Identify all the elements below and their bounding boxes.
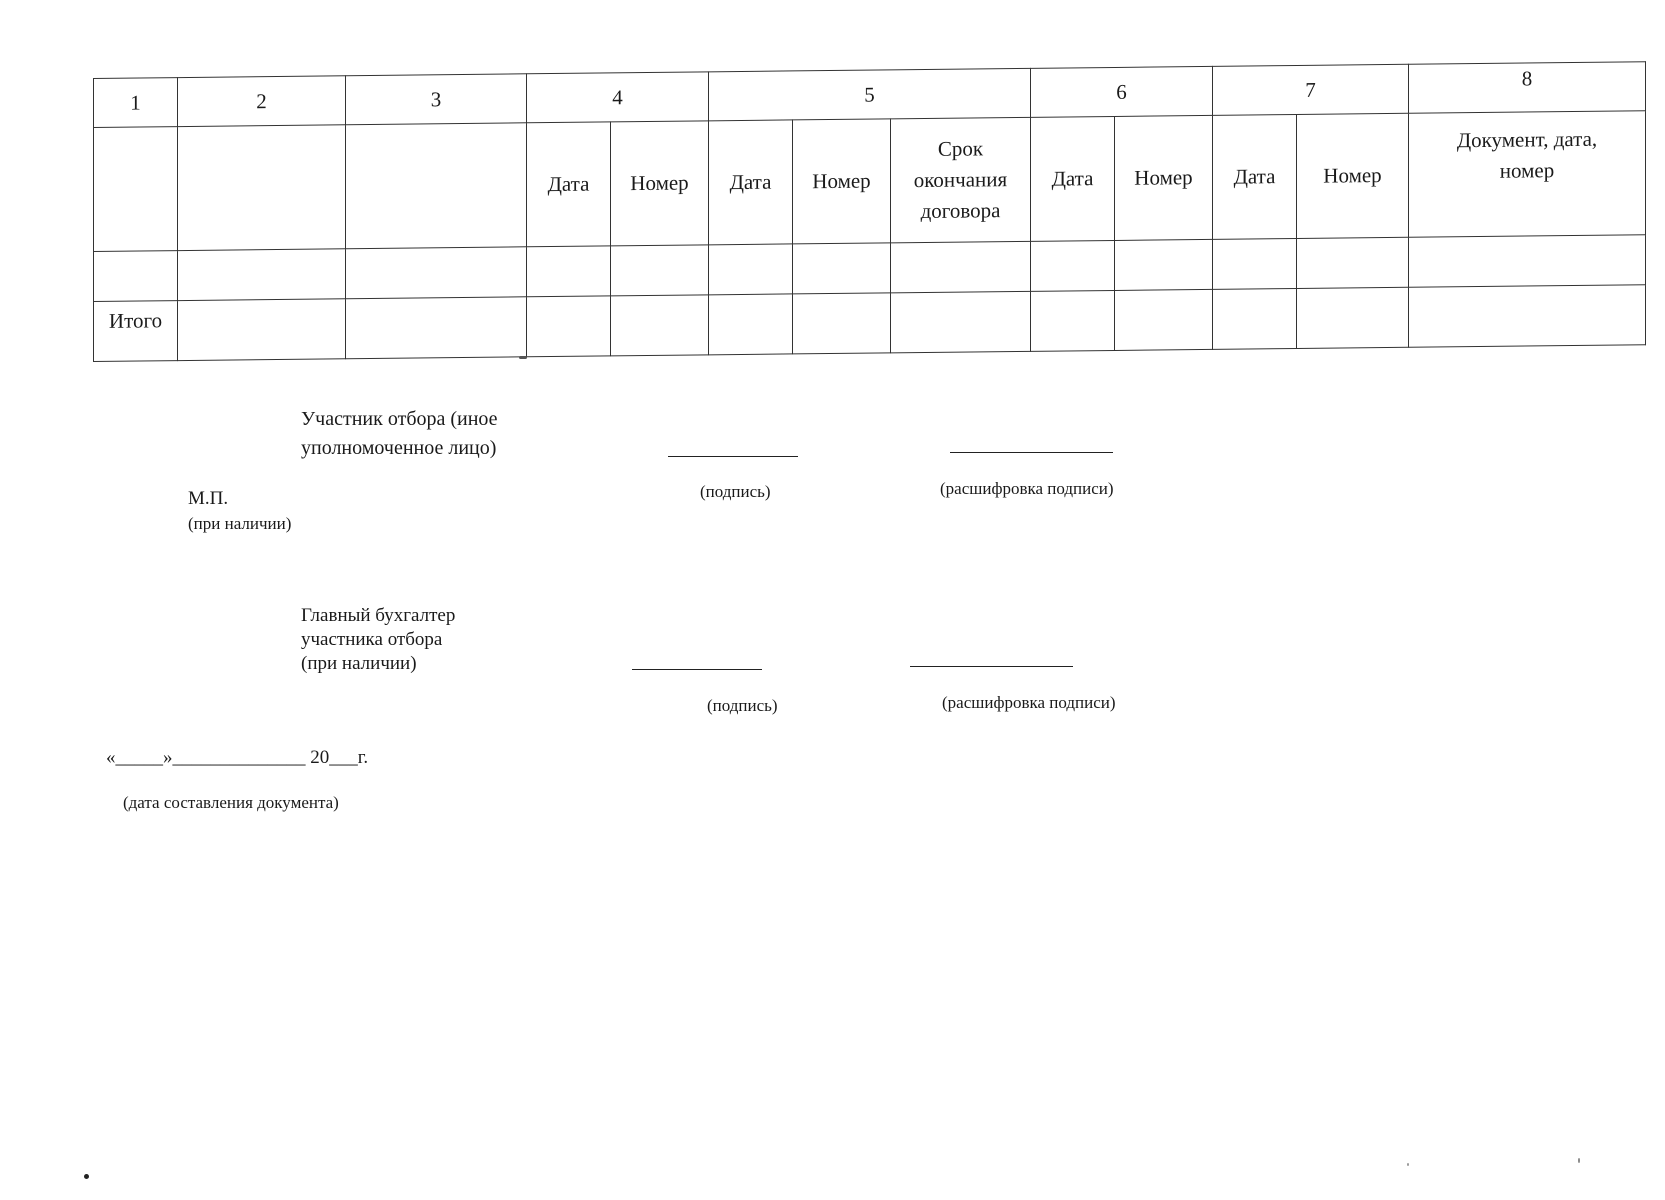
document-date-line: «_____»______________ 20___г. xyxy=(106,747,369,768)
table-cell xyxy=(1115,289,1213,350)
report-table-wrapper xyxy=(93,61,1645,362)
contract-term-line-1: Срок xyxy=(937,136,984,161)
subheader-c5-date: Дата xyxy=(709,120,793,245)
accountant-signature-caption: (подпись) xyxy=(707,696,778,715)
col-number-6: 6 xyxy=(1031,66,1213,117)
accountant-label-line-2: участника отбора xyxy=(301,629,443,650)
table-cell xyxy=(1409,285,1646,348)
table-cell xyxy=(891,291,1031,353)
accountant-signature-line xyxy=(632,669,762,670)
table-cell xyxy=(611,245,709,296)
col-number-8: 8 xyxy=(1409,62,1646,114)
accountant-label-line-1: Главный бухгалтер xyxy=(301,605,456,626)
table-cell xyxy=(94,251,178,302)
scan-speck xyxy=(1578,1158,1580,1163)
table-cell xyxy=(709,244,793,295)
col-number-2: 2 xyxy=(178,76,346,127)
accountant-decoding-line xyxy=(910,666,1073,667)
scan-speck xyxy=(519,356,527,359)
report-table xyxy=(93,61,1646,362)
table-cell xyxy=(1213,288,1297,349)
subheader-cell-3 xyxy=(346,123,527,249)
table-cell xyxy=(1031,290,1115,351)
participant-label-line-1: Участник отбора (иное xyxy=(301,408,498,430)
table-cell xyxy=(793,243,891,294)
contract-term-line-3: договора xyxy=(920,198,1001,224)
accountant-label-line-3: (при наличии) xyxy=(301,653,417,674)
col-number-3: 3 xyxy=(346,74,527,125)
participant-label-line-2: уполномоченное лицо) xyxy=(301,437,497,459)
col-number-4: 4 xyxy=(527,72,709,123)
table-cell xyxy=(178,249,346,301)
table-cell xyxy=(1297,287,1409,348)
table-cell xyxy=(611,295,709,356)
col-number-1: 1 xyxy=(94,78,178,128)
subheader-cell-1 xyxy=(94,127,178,252)
participant-signature-caption: (подпись) xyxy=(700,482,771,501)
subheader-row xyxy=(94,111,1646,252)
table-cell xyxy=(709,294,793,355)
subheader-cell-2 xyxy=(178,125,346,251)
subheader-c6-number: Номер xyxy=(1115,115,1213,240)
document-line-1: Документ, дата, xyxy=(1456,126,1598,153)
contract-term-line-2: окончания xyxy=(913,167,1008,193)
document-line-2: номер xyxy=(1499,158,1555,183)
total-label: Итого xyxy=(94,301,178,362)
table-cell xyxy=(527,296,611,357)
table-cell xyxy=(1409,235,1646,288)
subheader-c8-document xyxy=(1409,111,1646,238)
scan-speck xyxy=(1407,1163,1409,1166)
subheader-c4-date: Дата xyxy=(527,122,611,247)
table-cell xyxy=(793,293,891,354)
participant-decoding-caption: (расшифровка подписи) xyxy=(940,479,1114,498)
subheader-c5-contract-term xyxy=(891,117,1031,243)
participant-decoding-line xyxy=(950,452,1113,453)
subheader-c7-number: Номер xyxy=(1297,113,1409,238)
table-cell xyxy=(178,299,346,361)
table-cell xyxy=(1031,240,1115,291)
table-cell xyxy=(346,247,527,299)
table-cell xyxy=(346,297,527,359)
accountant-decoding-caption: (расшифровка подписи) xyxy=(942,693,1116,712)
subheader-c7-date: Дата xyxy=(1213,114,1297,239)
table-cell xyxy=(1115,239,1213,290)
table-cell xyxy=(527,246,611,297)
col-number-5: 5 xyxy=(709,68,1031,120)
subheader-c5-number: Номер xyxy=(793,119,891,244)
subheader-c6-date: Дата xyxy=(1031,116,1115,241)
stamp-note: (при наличии) xyxy=(188,514,292,533)
table-cell xyxy=(1297,237,1409,288)
scan-speck xyxy=(84,1174,89,1179)
participant-signature-line xyxy=(668,456,798,457)
subheader-c4-number: Номер xyxy=(611,121,709,246)
table-cell xyxy=(1213,238,1297,289)
stamp-label: М.П. xyxy=(188,488,229,509)
col-number-7: 7 xyxy=(1213,64,1409,115)
document-date-caption: (дата составления документа) xyxy=(123,793,339,812)
table-cell xyxy=(891,241,1031,293)
